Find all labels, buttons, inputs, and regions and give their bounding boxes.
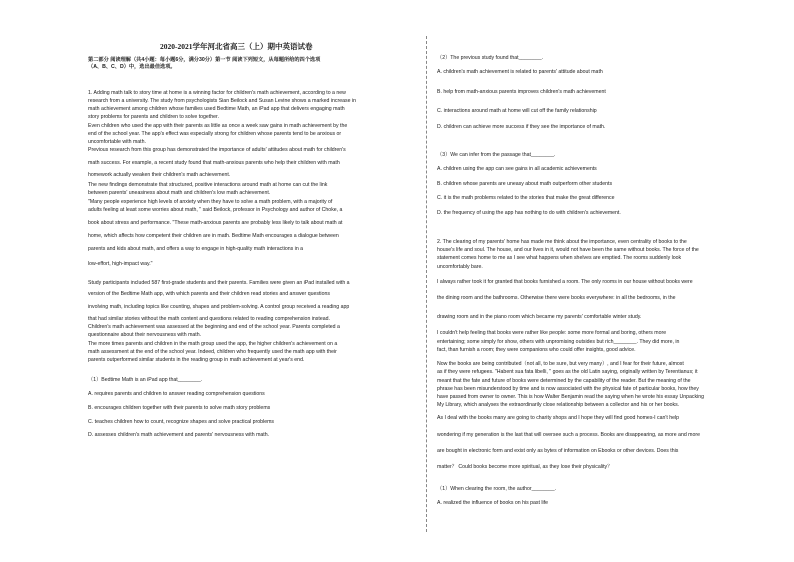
passage-line: As I deal with the books many are going to charity shops and I hope they will find good homes-I can't help: [437, 415, 680, 421]
passage-line: The new findings demonstrate that structured, positive interactions around math at home can cut the link: [88, 182, 328, 188]
question-stem: （3）We can infer from the passage that________.: [437, 152, 556, 158]
passage-line: uncomfortably bare.: [437, 264, 483, 270]
section-header-line: （A、B、C、D）中，选出最佳选项。: [88, 64, 176, 70]
passage-line: Previous research from this group has demonstrated the importance of adults' attitudes about math for children's: [88, 147, 346, 153]
option-c: C. teaches children how to count, recognize shapes and solve practical problems: [88, 419, 274, 425]
passage-line: entertaining; some simply for show, others with unpromising outsides but rich________. They did more, in: [437, 339, 680, 345]
section-header-line: 第二部分 阅读理解（共4小题：每小题6分，满分30分）第一节 阅读下列短文，从每题所给的四个选项: [88, 57, 321, 63]
option-a: A. requires parents and children to answer reading comprehension questions: [88, 391, 265, 397]
passage-line: My Library, which analyses the extraordinarily close relationship between a collector and his or her books.: [437, 402, 680, 408]
passage-line: wondering if my generation is the last that will oversee such a process. Books are disappearing, as more and more: [437, 432, 700, 438]
passage-line: house's life and soul. The house, and our lives in it, would not have been the same without books. The force of the: [437, 247, 699, 253]
passage-line: that had similar stories without the math content and questions related to reading comprehension instead.: [88, 316, 330, 322]
option-a: A. realized the influence of books on his past life: [437, 500, 549, 506]
option-b: B. children whose parents are uneasy about math outperform other students: [437, 181, 613, 187]
passage-line: statement comes home to me as I see what happens when shelves are emptied. The rooms suddenly look: [437, 255, 682, 261]
passage-line: math success. For example, a recent study found that math-anxious parents who help their children with math: [88, 160, 340, 166]
passage-line: meant that the fate and future of books were determined by the capability of the reader. But the meaning of the: [437, 378, 691, 384]
option-d: D. the frequency of using the app has nothing to do with children's achievement.: [437, 210, 621, 216]
option-c: C. interactions around math at home will cut off the family relationship: [437, 108, 597, 114]
passage-line: 2. The clearing of my parents' home has made me think about the importance, even centrality of books to the: [437, 239, 687, 245]
option-d: D. children can achieve more success if they see the importance of math.: [437, 124, 606, 130]
passage-line: parents and kids about math, and offers a way to engage in high-quality math interactions in a: [88, 246, 304, 252]
option-b: B. encourages children together with their parents to solve math story problems: [88, 405, 271, 411]
passage-line: uncomfortable with math.: [88, 139, 146, 145]
passage-line: The more times parents and children in the math group used the app, the higher children's achievement on a: [88, 341, 338, 347]
passage-line: phrase has been misunderstood by time and is now associated with the physical fate of particular books, how they: [437, 386, 699, 392]
question-stem: （1）When clearing the room, the author________.: [437, 486, 557, 492]
passage-line: drawing room and in the piano room which became my parents' comfortable winter study.: [437, 314, 642, 320]
passage-line: end of the school year. The app's effect was especially strong for children whose parents tend to be anxious or: [88, 131, 342, 137]
passage-line: adults feeling at least some worries about math, " said Beilock, professor in Psychology and author of Choke, a: [88, 207, 343, 213]
passage-line: the dining room and the bathrooms. Otherwise there were books everywhere: in all the bedrooms, in the: [437, 295, 676, 301]
passage-line: Now the books are being contributed（not all, to be sure, but very many）, and I fear for their future, almost: [437, 361, 684, 367]
option-d: D. assesses children's math achievement and parents' nervousness with math.: [88, 432, 270, 438]
question-stem: （2）The previous study found that________.: [437, 55, 544, 61]
passage-line: between parents' uneasiness about math and children's low math achievement.: [88, 190, 271, 196]
passage-line: involving math, including topics like counting, shapes and problem-solving. A control group received a reading app: [88, 304, 350, 310]
passage-line: Study participants included 587 first-grade students and their parents. Families were given an iPad installed with a: [88, 280, 350, 286]
passage-line: Even children who used the app with their parents as little as once a week saw gains in math achievement by the: [88, 123, 348, 129]
passage-line: version of the Bedtime Math app, with which parents and their children read stories and answer questions: [88, 291, 330, 297]
passage-line: low-effort, high-impact way.": [88, 261, 153, 267]
passage-line: 1. Adding math talk to story time at home is a winning factor for children's math achievement, according to a new: [88, 90, 346, 96]
column-divider: [426, 36, 427, 532]
passage-line: research from a university. The study from psychologists Sian Beilock and Susan Levine shows a marked increase in: [88, 98, 356, 104]
option-c: C. it is the math problems related to the stories that make the great difference: [437, 195, 615, 201]
passage-line: fact, than furnish a room; they were companions who could offer insights, good advice.: [437, 347, 636, 353]
passage-line: as if they were refugees. "Habent sua fata libelli, " goes as the old Latin saying, originally written by Terentianus; it: [437, 369, 698, 375]
passage-line: Children's math achievement was assessed at the beginning and end of the school year. Parents completed a: [88, 324, 340, 330]
exam-title: 2020-2021学年河北省高三（上）期中英语试卷: [160, 42, 313, 51]
passage-line: math assessment at the end of the school year. Indeed, children who frequently used the math app with their: [88, 349, 337, 355]
option-b: B. help from math-anxious parents improves children's math achievement: [437, 89, 606, 95]
question-stem: （1）Bedtime Math is an iPad app that________.: [88, 377, 203, 383]
passage-line: homework actually weaken their children's math achievement.: [88, 172, 231, 178]
passage-line: book about stress and performance. "These math-anxious parents are probably less likely to talk about math at: [88, 220, 343, 226]
option-a: A. children using the app can see gains in all academic achievements: [437, 166, 597, 172]
passage-line: math achievement among children whose families used Bedtime Math, an iPad app that delivers engaging math: [88, 106, 345, 112]
passage-line: have passed from owner to owner. This is how Walter Benjamin read the saying when he wrote his essay Unpacking: [437, 394, 705, 400]
passage-line: story problems for parents and children to solve together.: [88, 114, 219, 120]
passage-line: questionnaire about their nervousness with math.: [88, 332, 202, 338]
passage-line: matter？ Could books become more spiritual, as they lose their physicality？: [437, 464, 613, 470]
passage-line: I always rather took it for granted that books furnished a room. The only rooms in our house without books were: [437, 279, 693, 285]
passage-line: parents outperformed similar students in the reading group in math achievement at year's end.: [88, 357, 305, 363]
passage-line: I couldn't help feeling that books were rather like people: some more formal and boring, others more: [437, 330, 667, 336]
option-a: A. children's math achievement is related to parents' attitude about math: [437, 69, 603, 75]
passage-line: are bought in electronic form and exist only as bytes of information on Ebooks or other devices. Does this: [437, 448, 679, 454]
passage-line: home, which affects how competent their children are in math. Bedtime Math encourages a dialogue between: [88, 233, 339, 239]
passage-line: "Many people experience high levels of anxiety when they have to solve a math problem, with a majority of: [88, 199, 333, 205]
